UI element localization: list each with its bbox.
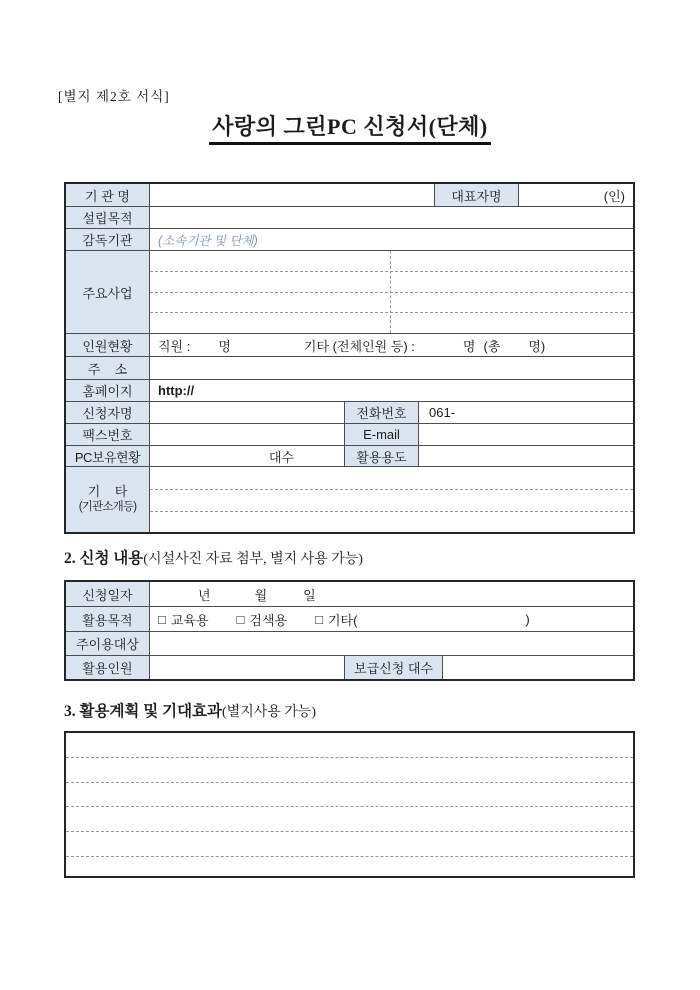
writing-line <box>66 733 633 757</box>
apply-date-month: 월 <box>254 587 268 603</box>
table-row-apply-date <box>66 582 633 606</box>
main-users-field <box>149 632 633 655</box>
address-field <box>149 357 633 379</box>
column-divider-line <box>390 251 391 333</box>
table-row-supervising-org <box>66 228 633 250</box>
etc-label <box>66 467 149 532</box>
phone-field: 061- <box>418 402 633 423</box>
user-count-label: 활용인원 <box>66 656 149 679</box>
personnel-label: 인원현황 <box>66 334 149 356</box>
purpose-field <box>149 607 633 631</box>
pc-owned-label: PC보유현황 <box>66 446 149 466</box>
homepage-field: http:// <box>149 380 633 401</box>
table-row-applicant-phone <box>66 401 633 423</box>
pc-owned-field: 대수 <box>149 446 344 466</box>
representative-label: 대표자명 <box>434 184 518 206</box>
usage-field <box>418 446 633 466</box>
personnel-total-open: (총 <box>483 338 501 354</box>
personnel-etc-unit: 명 <box>462 338 476 354</box>
phone-label: 전화번호 <box>344 402 418 423</box>
personnel-field <box>149 334 633 356</box>
form-code-label: [별지 제2호 서식] <box>58 89 170 104</box>
table-row-pc-usage <box>66 445 633 466</box>
section3-heading-bold: 3. 활용계획 및 기대효과 <box>64 703 223 720</box>
ruled-line <box>150 511 633 512</box>
writing-line <box>66 782 633 807</box>
purpose-option-education: 교육용 <box>170 612 209 628</box>
writing-line <box>66 831 633 856</box>
table-row-founding-purpose <box>66 206 633 228</box>
org-info-table <box>64 182 635 534</box>
address-label: 주 소 <box>66 357 149 379</box>
fax-field <box>149 424 344 445</box>
table-row-address <box>66 356 633 379</box>
document-title-text: 사랑의 그린PC 신청서(단체) <box>209 114 491 145</box>
ruled-line <box>150 312 633 313</box>
supply-count-field <box>442 656 633 679</box>
purpose-label: 활용목적 <box>66 607 149 631</box>
personnel-staff-unit: 명 <box>218 338 231 354</box>
table-row-purpose <box>66 606 633 631</box>
application-table <box>64 580 635 681</box>
apply-date-label: 신청일자 <box>66 582 149 606</box>
supervising-org-label: 감독기관 <box>66 229 149 250</box>
ruled-line <box>150 489 633 490</box>
applicant-field <box>149 402 344 423</box>
personnel-total-unit: 명) <box>528 338 546 354</box>
main-users-label: 주이용대상 <box>66 632 149 655</box>
apply-date-year: 년 <box>198 587 211 603</box>
table-row-main-users <box>66 631 633 655</box>
personnel-staff-text: 직원 : <box>158 338 191 354</box>
org-name-field <box>149 184 434 206</box>
writing-line <box>66 757 633 782</box>
apply-date-day: 일 <box>303 587 316 603</box>
purpose-option-other-close: ) <box>525 611 530 627</box>
main-business-label: 주요사업 <box>66 251 149 333</box>
usage-label: 활용용도 <box>344 446 418 466</box>
supply-count-label: 보급신청 대수 <box>344 656 442 679</box>
section2-heading-note: (시설사진 자료 첨부, 별지 사용 가능) <box>143 552 363 567</box>
representative-seal-field: (인) <box>518 184 633 206</box>
etc-field <box>149 467 633 532</box>
email-field <box>418 424 633 445</box>
fax-label: 팩스번호 <box>66 424 149 445</box>
purpose-option-other-open: 기타( <box>327 612 358 628</box>
section3-heading <box>64 699 316 721</box>
etc-label-line1: 기 타 <box>87 484 128 500</box>
plan-writing-box <box>64 731 635 878</box>
checkbox-education-icon: □ <box>158 611 166 627</box>
apply-date-field <box>149 582 633 606</box>
personnel-etc-text: 기타 (전체인원 등) : <box>303 338 415 354</box>
checkbox-search-icon: □ <box>236 611 245 627</box>
supervising-org-note: (소속기관 및 단체) <box>149 229 633 250</box>
email-label: E-mail <box>344 424 418 445</box>
ruled-line <box>150 292 633 293</box>
main-business-field <box>149 251 633 333</box>
table-row-fax-email <box>66 423 633 445</box>
section2-heading <box>64 546 363 568</box>
document-title <box>0 110 700 141</box>
ruled-line <box>150 271 633 272</box>
table-row-org-name <box>66 184 633 206</box>
founding-purpose-label: 설립목적 <box>66 207 149 228</box>
table-row-homepage <box>66 379 633 401</box>
etc-label-line2: (기관소개등) <box>78 501 137 514</box>
applicant-label: 신청자명 <box>66 402 149 423</box>
section2-heading-bold: 2. 신청 내용 <box>64 550 144 567</box>
user-count-field <box>149 656 344 679</box>
table-row-etc <box>66 466 633 532</box>
homepage-label: 홈페이지 <box>66 380 149 401</box>
writing-line <box>66 806 633 831</box>
founding-purpose-field <box>149 207 633 228</box>
section3-heading-note: (별지사용 가능) <box>222 705 316 720</box>
table-row-main-business <box>66 250 633 333</box>
org-name-label: 기 관 명 <box>66 184 149 206</box>
table-row-user-count <box>66 655 633 679</box>
writing-line <box>66 856 633 881</box>
checkbox-other-icon: □ <box>315 611 323 627</box>
purpose-option-search: 검색용 <box>249 612 288 628</box>
table-row-personnel <box>66 333 633 356</box>
